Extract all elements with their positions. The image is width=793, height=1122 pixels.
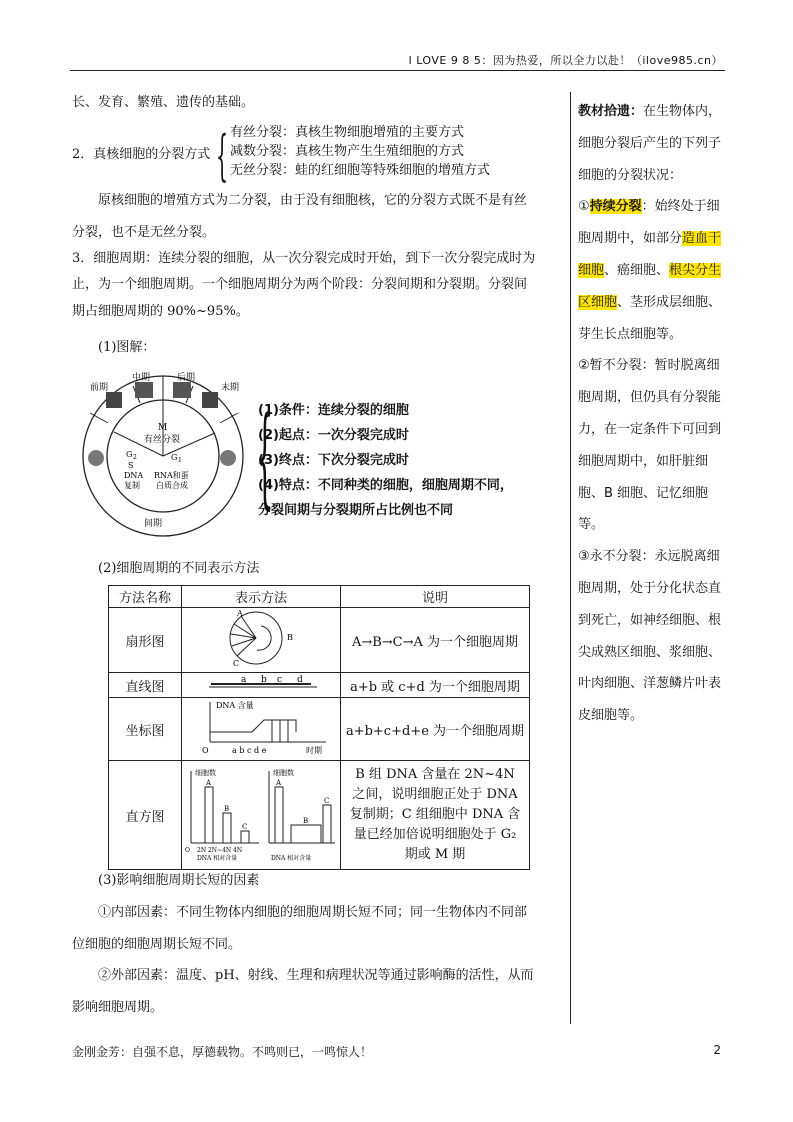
hist-x-label: DNA 相对含量: [271, 855, 312, 862]
cycle-note: 分裂间期与分裂期所占比例也不同: [258, 503, 454, 518]
hist-x-label: DNA 相对含量: [197, 855, 238, 862]
dna-label: DNA: [124, 471, 144, 480]
dna-label: 复制: [124, 481, 140, 490]
coord-origin: O: [202, 746, 209, 755]
paragraph: ①内部因素：不同生物体内细胞的细胞周期长短不同；同一生物体内不同部: [98, 905, 528, 920]
coord-diagram-cell: [182, 698, 341, 761]
side-text: ：始终处于细胞周期中，如部分: [578, 199, 720, 247]
g1-sub: 1: [178, 457, 182, 464]
division-item: 减数分裂：真核生物产生生殖细胞的方式: [230, 144, 465, 159]
side-text: ③永不分裂：永远脱离细胞周期，处于分化状态直到死亡，如神经细胞、根尖成熟区细胞、浆细胞、叶肉细胞、洋葱鳞片叶表皮细胞等。: [578, 549, 722, 724]
hist-origin: O: [185, 847, 190, 854]
cycle-note: (4)特点：不同种类的细胞，细胞周期不同，: [258, 478, 513, 493]
hist-y-label: 细胞数: [273, 769, 294, 777]
phase-label: 后期: [177, 373, 196, 383]
highlight: 持续分裂: [589, 199, 642, 215]
coord-diagram: [186, 698, 336, 756]
hist-bar-label: A: [276, 779, 282, 787]
interphase-cell-icon: [88, 450, 104, 466]
s-label: S: [128, 461, 134, 470]
cycle-methods-table: [108, 585, 530, 870]
division-label: 2．真核细胞的分裂方式: [72, 147, 211, 162]
table-cell: B 组 DNA 含量在 2N~4N 之间，说明细胞正处于 DNA 复制期；C 组细胞中 DNA 含量已经加倍说明细胞处于 G₂ 期或 M 期: [341, 761, 530, 870]
fan-diagram-cell: [182, 608, 341, 673]
hist-y-label: 细胞数: [195, 769, 216, 777]
paragraph: 期占细胞周期的 90%~95%。: [72, 304, 249, 319]
paragraph: (3)影响细胞周期长短的因素: [98, 873, 260, 888]
rna-label: 白质合成: [156, 481, 188, 490]
fan-label: B: [287, 633, 293, 642]
paragraph: 原核细胞的增殖方式为二分裂，由于没有细胞核，它的分裂方式既不是有丝: [98, 193, 528, 208]
cycle-note: (2)起点：一次分裂完成时: [258, 428, 409, 443]
table-header: 方法名称: [109, 586, 182, 608]
phase-cell-icon: [173, 382, 191, 398]
phase-label: 前期: [90, 383, 109, 393]
line-diagram-cell: [182, 673, 341, 698]
page-number: 2: [713, 1043, 721, 1057]
paragraph: 影响细胞周期。: [72, 1000, 164, 1015]
highlight: 根尖分生区细胞: [578, 262, 722, 310]
side-text: ②暂不分裂：暂时脱离细胞周期，但仍具有分裂能力，在一定条件下可回到细胞周期中，如肝脏细胞、B 细胞、记忆细胞等。: [578, 358, 722, 533]
footer-motto: 金刚金芳：自强不息，厚德载物。不鸣则已，一鸣惊人！: [72, 1045, 373, 1059]
fan-label: A: [237, 609, 243, 618]
paragraph: 3．细胞周期：连续分裂的细胞，从一次分裂完成时开始，到下一次分裂完成时为: [72, 251, 536, 266]
table-cell: a+b 或 c+d 为一个细胞周期: [341, 673, 530, 698]
hist-ticks: 2N 2N~4N 4N: [197, 847, 243, 854]
table-cell: 直线图: [109, 673, 182, 698]
interphase-cell-icon: [220, 450, 236, 466]
g2-label: G: [126, 450, 133, 459]
coord-y-label: DNA 含量: [216, 701, 254, 710]
division-item: 无丝分裂：蛙的红细胞等特殊细胞的增殖方式: [230, 163, 491, 178]
table-cell: 直方图: [109, 761, 182, 870]
line-label: d: [297, 675, 303, 685]
rna-label: RNA和蛋: [154, 471, 189, 480]
hist-bar-label: B: [224, 805, 230, 813]
header-rule: [70, 70, 725, 71]
phase-cell-icon: [202, 392, 218, 408]
m-sub-label: 有丝分裂: [144, 435, 181, 445]
hist-bar-label: C: [324, 797, 330, 805]
paragraph: ②外部因素：温度、pH、射线、生理和病理状况等通过影响酶的活性，从而: [98, 968, 534, 983]
table-row: [109, 698, 530, 761]
cell-cycle-diagram: [78, 368, 258, 538]
brace: {: [216, 124, 229, 187]
table-header: 表示方法: [182, 586, 341, 608]
g2-sub: 2: [133, 454, 137, 461]
hist-bar-label: C: [242, 823, 248, 831]
phase-label: 末期: [221, 383, 240, 393]
g1-label: G: [171, 453, 178, 462]
cycle-note: (1)条件：连续分裂的细胞: [258, 403, 409, 418]
paragraph: 长、发育、繁殖、遗传的基础。: [72, 95, 255, 110]
page-header: I LOVE 9 8 5：因为热爱，所以全力以赴！（ilove985.cn）: [408, 54, 723, 67]
paragraph: 止，为一个细胞周期。一个细胞周期分为两个阶段：分裂间期和分裂期。分裂间: [72, 277, 528, 292]
table-cell: A→B→C→A 为一个细胞周期: [341, 608, 530, 673]
table-cell: 坐标图: [109, 698, 182, 761]
phase-label: 中期: [132, 373, 151, 383]
hist-bar-label: B: [303, 817, 309, 825]
fan-diagram: [201, 608, 321, 668]
side-text: 在生物体内，细胞分裂后产生的下列子细胞的分裂状况：: [578, 104, 722, 183]
paragraph: 分裂，也不是无丝分裂。: [72, 225, 216, 240]
fan-label: C: [233, 659, 240, 668]
side-text: ①: [578, 199, 590, 215]
table-header: 说明: [341, 586, 530, 608]
phase-cell-icon: [106, 392, 122, 408]
division-item: 有丝分裂：真核生物细胞增殖的主要方式: [230, 125, 465, 140]
coord-ticks: a b c d e: [232, 746, 267, 755]
side-note: [578, 96, 726, 732]
m-label: M: [158, 423, 168, 433]
interphase-label: 间期: [144, 519, 163, 529]
hist-diagram-cell: [182, 761, 341, 870]
coord-x-label: 时期: [306, 746, 322, 755]
line-diagram: [201, 673, 321, 693]
phase-cell-icon: [135, 382, 153, 398]
column-divider: [570, 92, 571, 1024]
cycle-note: (3)终点：下次分裂完成时: [258, 453, 409, 468]
hist-bar-label: A: [206, 779, 212, 787]
line-label: c: [277, 675, 283, 685]
paragraph: 位细胞的细胞周期长短不同。: [72, 937, 242, 952]
table-row: [109, 761, 530, 870]
side-text: 、癌细胞、: [604, 262, 670, 278]
paragraph: (1)图解：: [98, 340, 156, 355]
line-label: a: [241, 675, 247, 685]
paragraph: (2)细胞周期的不同表示方法: [98, 561, 260, 576]
table-row: [109, 673, 530, 698]
side-text: 、茎形成层细胞、芽生长点细胞等。: [578, 294, 722, 342]
highlight: 造血干细胞: [578, 231, 722, 278]
cycle-notes: [256, 392, 513, 523]
hist-diagram: [183, 763, 339, 863]
brace: {: [256, 392, 274, 520]
line-label: b: [261, 675, 267, 685]
table-row: [109, 608, 530, 673]
table-cell: 扇形图: [109, 608, 182, 673]
side-title: 教材拾遗：: [578, 104, 644, 119]
table-cell: a+b+c+d+e 为一个细胞周期: [341, 698, 530, 761]
